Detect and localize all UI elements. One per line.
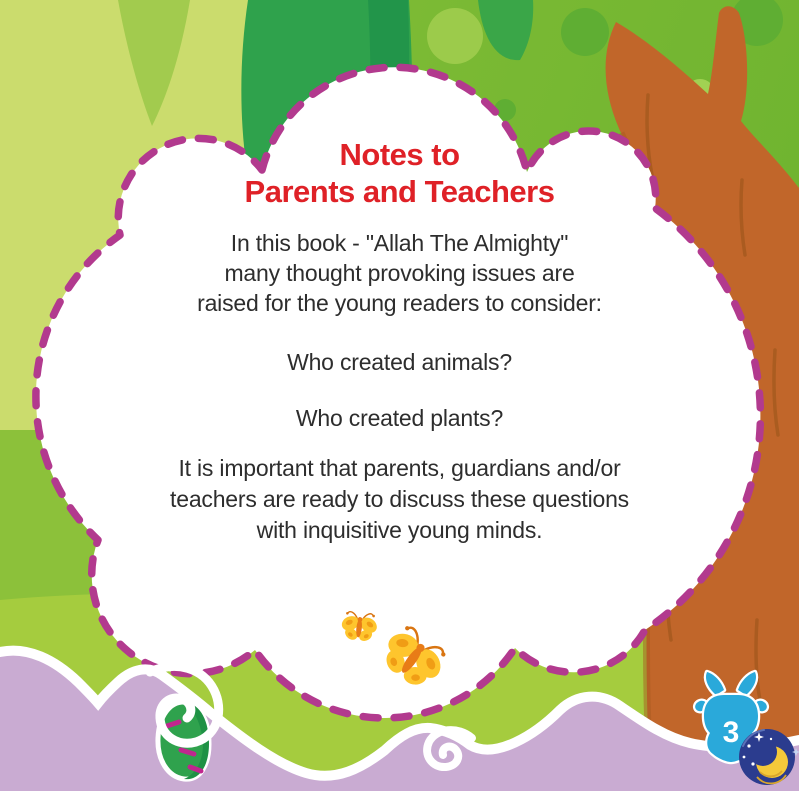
- intro-line-3: raised for the young readers to consider:: [197, 290, 602, 316]
- title-line-2: Parents and Teachers: [244, 174, 555, 209]
- closing-line-1: It is important that parents, guardians and/or: [178, 455, 621, 481]
- intro-line-1: In this book - "Allah The Almighty": [230, 230, 569, 256]
- question-animals: Who created animals?: [287, 349, 512, 375]
- question-plants: Who created plants?: [295, 405, 504, 431]
- page-number: 3: [722, 716, 740, 749]
- title-line-1: Notes to: [339, 137, 460, 172]
- closing-paragraph: [0, 453, 799, 546]
- intro-line-2: many thought provoking issues are: [224, 260, 575, 286]
- intro-paragraph: [0, 228, 799, 318]
- closing-line-2: teachers are ready to discuss these questions: [170, 486, 629, 512]
- closing-line-3: with inquisitive young minds.: [256, 517, 543, 543]
- page-title: [0, 136, 799, 210]
